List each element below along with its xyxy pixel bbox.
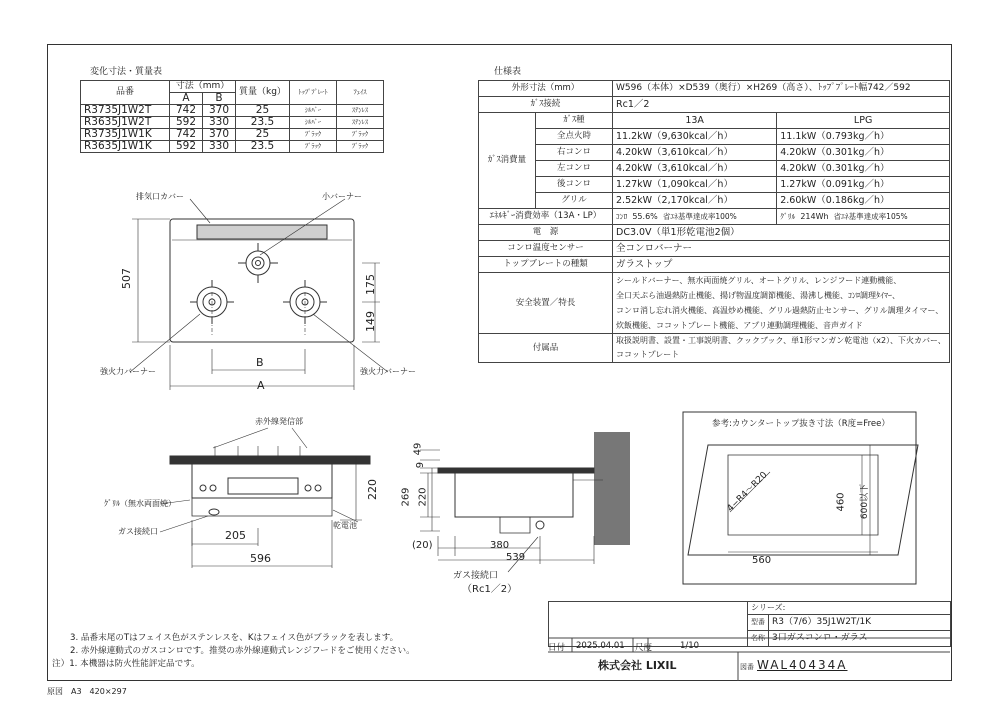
- spec-sensor-label: コンロ温度センサー: [479, 241, 613, 257]
- variation-cell: 330: [203, 117, 236, 129]
- spec-acc-label: 付属品: [479, 334, 613, 363]
- eff-konro-label: ｺﾝﾛ: [616, 211, 628, 221]
- series-label: シリーズ:: [748, 602, 951, 615]
- acc-line: 取扱説明書、設置・工事説明書、クックブック、単1形マンガン乾電池（x2）、下火カバー、: [616, 336, 946, 345]
- spec-power-value: DC3.0V（単1形乾電池2個）: [613, 225, 950, 241]
- variation-row: [81, 105, 384, 117]
- col-model: 品番: [81, 81, 170, 105]
- dim-9: 9: [415, 461, 427, 469]
- col-face: ﾌｪｲｽ: [336, 81, 383, 105]
- variation-cell: ﾌﾞﾗｯｸ: [289, 141, 336, 153]
- spec-outer-value: W596（本体）×D539（奥行）×H269（高さ）、ﾄｯﾌﾟﾌﾟﾚｰﾄ幅742／592: [613, 81, 950, 97]
- variation-cell: 592: [170, 141, 203, 153]
- spec-row-13a: 1.27kW（1,090kcal／h）: [613, 177, 777, 193]
- label-strong-burner-left: 強火力バーナー: [100, 367, 156, 376]
- spec-sensor-value: 全コンロバーナー: [613, 241, 950, 257]
- spec-eff-label: ｴﾈﾙｷﾞｰ消費効率（13A・LP）: [479, 209, 613, 225]
- acc-line: ココットプレート: [616, 350, 680, 359]
- dim-539: 539: [506, 552, 526, 563]
- eff-grill-rate: 省ｴﾈ基準達成率105%: [833, 211, 908, 221]
- variation-cell: ﾌﾞﾗｯｸ: [289, 129, 336, 141]
- model-code: R3（7/6）35J1W2T/1K: [769, 615, 951, 631]
- variation-cell: R3635J1W1K: [81, 141, 170, 153]
- dim-380: 380: [490, 540, 510, 551]
- spec-acc-value: [613, 334, 950, 363]
- variation-row: [81, 129, 384, 141]
- variation-cell: 23.5: [236, 141, 290, 153]
- dim-460: 460: [835, 492, 847, 512]
- variation-cell: R3735J1W2T: [81, 105, 170, 117]
- spec-safety-value: [613, 273, 950, 334]
- label-side-gas-size: （Rc1／2）: [462, 584, 518, 595]
- variation-cell: ｽﾃﾝﾚｽ: [336, 117, 383, 129]
- variation-cell: 370: [203, 105, 236, 117]
- variation-cell: 25: [236, 129, 290, 141]
- variation-cell: ｼﾙﾊﾞｰ: [289, 117, 336, 129]
- original-size: 原図 A3 420×297: [47, 687, 127, 696]
- spec-row-lpg: 4.20kW（0.301kg／h）: [777, 145, 950, 161]
- spec-safety-label: 安全装置／特長: [479, 273, 613, 334]
- dim-149: 149: [364, 311, 377, 332]
- spec-eff-grill: [777, 209, 950, 225]
- spec-eff-konro: [613, 209, 777, 225]
- label-side-gas-inlet: ガス接続口: [453, 571, 499, 581]
- spec-outer-label: 外形寸法（mm）: [479, 81, 613, 97]
- spec-title: 仕様表: [494, 67, 522, 77]
- drawing-no-label: 図番: [740, 663, 754, 671]
- scale-value: 1/10: [680, 641, 700, 651]
- eff-grill-label: ｸﾞﾘﾙ: [780, 211, 796, 221]
- dim-507: 507: [120, 268, 133, 289]
- dim-side-220: 220: [417, 487, 429, 507]
- name-label: 名称: [748, 631, 769, 647]
- cutout-title: 参考:カウンタートップ抜き寸法（R度=Free）: [712, 419, 890, 429]
- drawing-no: WAL40434A: [757, 658, 848, 672]
- cutout-radius: 4−R4〜R20: [725, 470, 770, 515]
- spec-gas-lpg: LPG: [777, 113, 950, 129]
- variation-row: [81, 141, 384, 153]
- spec-plate-value: ガラストップ: [613, 257, 950, 273]
- product-name: 3口ガスコンロ・ガラス: [769, 631, 951, 647]
- dim-600: 600以下: [860, 483, 871, 520]
- col-top-plate: ﾄｯﾌﾟﾌﾟﾚｰﾄ: [289, 81, 336, 105]
- scale-label: 尺度: [635, 643, 653, 653]
- safety-line: シールドバーナー、無水両面焼グリル、オートグリル、レンジフード連動機能、: [616, 276, 902, 285]
- variation-cell: 23.5: [236, 117, 290, 129]
- eff-grill-value: 214Wh: [800, 211, 829, 221]
- dim-205: 205: [225, 529, 246, 542]
- label-small-burner: 小バーナー: [322, 192, 362, 201]
- spec-row-name: 後コンロ: [536, 177, 613, 193]
- variation-cell: ﾌﾞﾗｯｸ: [336, 141, 383, 153]
- eff-konro-rate: 省ｴﾈ基準達成率100%: [662, 211, 737, 221]
- dim-560: 560: [752, 555, 772, 566]
- spec-conn-value: Rc1／2: [613, 97, 950, 113]
- variation-cell: ｼﾙﾊﾞｰ: [289, 105, 336, 117]
- company-name: 株式会社 LIXIL: [598, 659, 677, 672]
- label-exhaust-cover: 排気口カバー: [136, 192, 184, 201]
- note-2: 2. 赤外線連動式のガスコンロです。推奨の赤外線連動式レンジフードをご使用ください。: [70, 646, 415, 656]
- variation-cell: R3635J1W2T: [81, 117, 170, 129]
- dim-596: 596: [250, 552, 271, 565]
- model-code-label: 型番: [748, 615, 769, 631]
- variation-cell: 330: [203, 141, 236, 153]
- spec-table: [478, 80, 950, 363]
- dim-175: 175: [364, 274, 377, 295]
- spec-row-lpg: 2.60kW（0.186kg／h）: [777, 193, 950, 209]
- label-battery: 乾電池: [333, 521, 357, 530]
- spec-gas-13a: 13A: [613, 113, 777, 129]
- col-b: B: [203, 93, 236, 105]
- dim-b: B: [256, 356, 264, 369]
- date-label: 日付: [548, 643, 566, 653]
- spec-row-lpg: 4.20kW（0.301kg／h）: [777, 161, 950, 177]
- safety-line: コンロ消し忘れ消火機能、高温炒め機能、グリル過熱防止センサー、グリル調理タイマー、: [616, 306, 944, 315]
- variation-cell: R3735J1W1K: [81, 129, 170, 141]
- variation-cell: 370: [203, 129, 236, 141]
- variation-cell: 25: [236, 105, 290, 117]
- variation-cell: 742: [170, 129, 203, 141]
- dim-269: 269: [400, 487, 412, 507]
- safety-line: 全口天ぷら油過熱防止機能、揚げ物温度調節機能、湯沸し機能、ｺﾝﾛ調理ﾀｲﾏｰ、: [616, 291, 900, 300]
- safety-line: 炊飯機能、ココットプレート機能、アプリ連動調理機能、音声ガイド: [616, 321, 863, 330]
- label-gas-inlet: ガス接続口: [118, 527, 158, 536]
- dim-49: 49: [412, 442, 424, 456]
- label-strong-burner-right: 強火力バーナー: [360, 367, 416, 376]
- label-ir-transmitter: 赤外線発信部: [255, 417, 303, 426]
- col-size: 寸法（mm）: [170, 81, 236, 93]
- spec-row-name: 右コンロ: [536, 145, 613, 161]
- note-1: 注）1. 本機器は防火性能評定品です。: [52, 659, 200, 669]
- spec-row-name: グリル: [536, 193, 613, 209]
- col-weight: 質量（kg）: [236, 81, 290, 105]
- variation-cell: 742: [170, 105, 203, 117]
- spec-plate-label: トップブレートの種類: [479, 257, 613, 273]
- spec-conn-label: ｶﾞｽ接続: [479, 97, 613, 113]
- spec-row-lpg: 1.27kW（0.091kg／h）: [777, 177, 950, 193]
- variation-row: [81, 117, 384, 129]
- spec-row-13a: 4.20kW（3,610kcal／h）: [613, 161, 777, 177]
- variation-cell: ｽﾃﾝﾚｽ: [336, 105, 383, 117]
- date-value: 2025.04.01: [576, 641, 625, 651]
- col-a: A: [170, 93, 203, 105]
- variation-cell: ﾌﾞﾗｯｸ: [336, 129, 383, 141]
- eff-konro-value: 55.6%: [632, 211, 658, 221]
- spec-row-13a: 11.2kW（9,630kcal／h）: [613, 129, 777, 145]
- spec-row-lpg: 11.1kW（0.793kg／h）: [777, 129, 950, 145]
- spec-row-13a: 2.52kW（2,170kcal／h）: [613, 193, 777, 209]
- spec-row-name: 全点火時: [536, 129, 613, 145]
- variation-cell: 592: [170, 117, 203, 129]
- spec-consumption-label: ｶﾞｽ消費量: [479, 113, 536, 209]
- spec-row-name: 左コンロ: [536, 161, 613, 177]
- spec-gas-type-label: ｶﾞｽ種: [536, 113, 613, 129]
- dim-a: A: [257, 379, 265, 392]
- label-grill: ｸﾞﾘﾙ（無水両面焼）: [104, 499, 176, 508]
- variation-table: [80, 80, 384, 153]
- spec-row-13a: 4.20kW（3,610kcal／h）: [613, 145, 777, 161]
- note-3: 3. 品番末尾のTはフェイス色がステンレスを、Kはフェイス色がブラックを表します。: [70, 633, 399, 643]
- spec-power-label: 電 源: [479, 225, 613, 241]
- dim-20: (20): [412, 540, 433, 551]
- variation-table-title: 変化寸法・質量表: [90, 67, 163, 77]
- dim-front-220: 220: [366, 479, 379, 500]
